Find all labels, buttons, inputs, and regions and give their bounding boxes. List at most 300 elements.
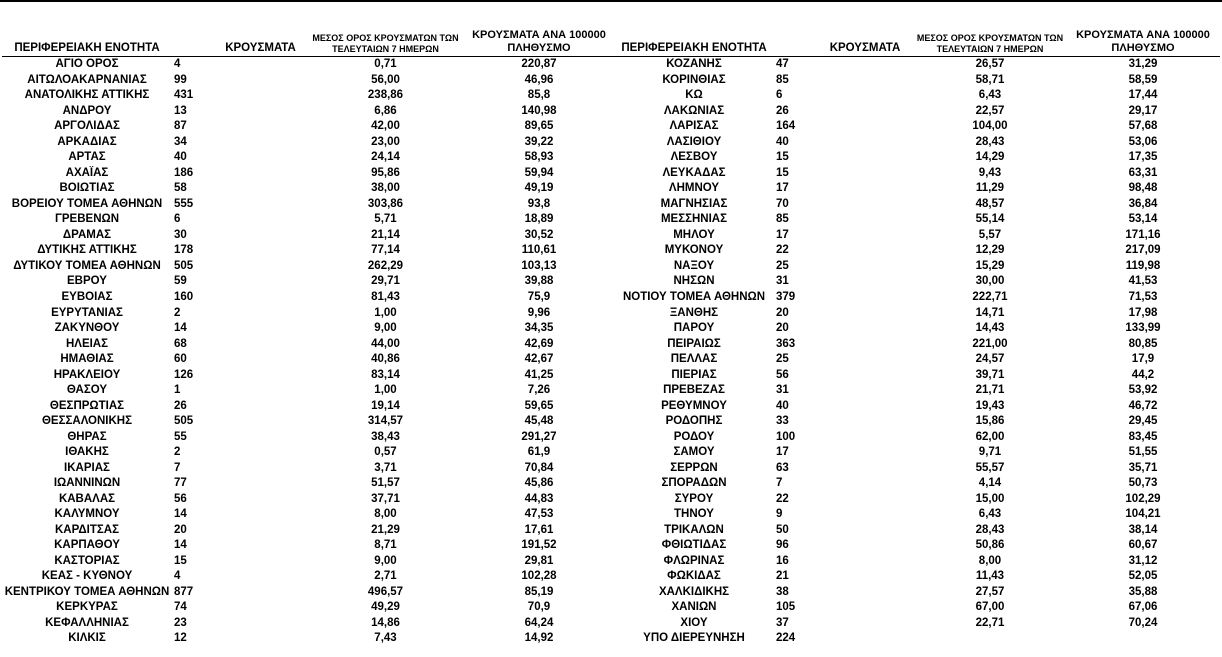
region-name-cell: ΛΑΚΩΝΙΑΣ [663,104,725,117]
cases-cell: 14 [174,322,187,335]
region-name-cell: ΚΟΡΙΝΘΙΑΣ [662,73,726,86]
per100k-cell: 71,53 [1128,290,1158,303]
table-row [614,491,1220,507]
region-name-cell: ΕΒΡΟΥ [67,275,107,288]
cases-cell: 30 [174,228,187,241]
region-name-cell: ΑΝΔΡΟΥ [62,104,112,117]
region-name-cell: ΞΑΝΘΗΣ [669,306,719,319]
per100k-cell: 75,9 [527,290,551,303]
table-row [2,150,616,166]
region-name-cell: ΠΑΡΟΥ [673,322,715,335]
per100k-cell: 102,29 [1125,492,1161,505]
cases-cell: 74 [174,601,187,614]
table-row [2,476,616,492]
per100k-column-header: ΚΡΟΥΣΜΑΤΑ ΑΝΑ 100000 ΠΛΗΘΥΣΜΟ [462,24,616,57]
region-name-cell: ΛΕΣΒΟΥ [670,151,718,164]
per100k-cell: 64,24 [524,616,554,629]
avg7-cell: 27,57 [975,585,1005,598]
per100k-cell: 31,12 [1128,554,1158,567]
table-row [614,243,1220,259]
table-row [614,600,1220,616]
per100k-cell [1066,631,1220,647]
per100k-cell: 80,85 [1128,337,1158,350]
avg7-cell: 81,43 [371,290,400,303]
region-name-cell: ΤΡΙΚΑΛΩΝ [664,523,724,536]
cases-cell: 85 [776,73,789,86]
per100k-cell: 59,94 [524,166,554,179]
region-name-cell: ΠΕΛΛΑΣ [670,353,718,366]
left-header-row [2,24,616,57]
avg7-cell: 38,43 [371,430,400,443]
per100k-cell: 53,06 [1128,135,1158,148]
region-name-cell: ΜΕΣΣΗΝΙΑΣ [660,213,728,226]
per100k-cell: 34,35 [524,322,554,335]
avg7-column-header: ΜΕΣΟΣ ΟΡΟΣ ΚΡΟΥΣΜΑΤΩΝ ΤΩΝ ΤΕΛΕΥΤΑΙΩΝ 7 ΗΜΕΡΩΝ [309,24,462,57]
avg7-cell: 314,57 [367,415,404,428]
region-name-cell: ΜΑΓΝΗΣΙΑΣ [660,197,728,210]
region-name-cell: ΝΗΣΩΝ [673,275,715,288]
cases-cell: 85 [776,213,789,226]
cases-cell: 47 [776,58,789,71]
cases-cell: 31 [776,275,789,288]
avg7-cell: 7,43 [374,632,397,645]
region-name-cell: ΡΟΔΟΠΗΣ [665,415,723,428]
table-row [614,554,1220,570]
per100k-cell: 35,71 [1128,461,1158,474]
per100k-cell: 191,52 [521,539,557,552]
cases-cell: 99 [174,73,187,86]
cases-cell: 15 [174,554,187,567]
cases-cell: 224 [776,632,796,645]
table-row [614,197,1220,213]
avg7-cell: 6,86 [374,104,397,117]
per100k-cell: 17,61 [524,523,554,536]
table-row [2,166,616,182]
avg7-cell: 14,29 [975,151,1005,164]
cases-cell: 77 [174,477,187,490]
cases-cell: 505 [174,259,194,272]
region-name-cell: ΖΑΚΥΝΘΟΥ [54,322,120,335]
table-row [2,631,616,647]
right-header-row [614,24,1220,57]
region-name-cell: ΛΕΥΚΑΔΑΣ [662,166,726,179]
cases-cell: 56 [174,492,187,505]
region-name-cell: ΠΕΙΡΑΙΩΣ [667,337,721,350]
table-row [2,522,616,538]
region-name-cell: ΚΑΣΤΟΡΙΑΣ [54,554,120,567]
avg7-cell: 40,86 [371,353,400,366]
table-row [2,321,616,337]
cases-cell: 2 [174,306,181,319]
cases-cell: 2 [174,446,181,459]
avg7-cell: 77,14 [371,244,400,257]
region-name-cell: ΔΥΤΙΚΗΣ ΑΤΤΙΚΗΣ [37,244,137,257]
table-row [614,569,1220,585]
avg7-cell: 11,29 [975,182,1005,195]
table-row [2,212,616,228]
avg7-cell: 4,14 [978,477,1002,490]
avg7-cell: 5,71 [374,213,397,226]
region-name-cell: ΚΑΒΑΛΑΣ [58,492,116,505]
cases-cell: 15 [776,151,789,164]
region-name-cell: ΥΠΟ ΔΙΕΡΕΥΝΗΣΗ [643,632,745,645]
avg7-cell: 15,29 [975,259,1005,272]
per100k-cell: 35,88 [1128,585,1158,598]
cases-cell: 15 [776,166,789,179]
avg7-cell: 28,43 [975,135,1005,148]
avg7-cell: 14,86 [371,616,400,629]
region-name-cell: ΘΗΡΑΣ [67,430,107,443]
per100k-cell: 50,73 [1128,477,1158,490]
region-name-cell: ΙΚΑΡΙΑΣ [64,461,110,474]
cases-cell: 379 [776,290,796,303]
cases-cell: 13 [174,104,187,117]
avg7-cell: 5,57 [978,228,1002,241]
cases-cell: 58 [174,182,187,195]
avg7-cell: 67,00 [975,601,1005,614]
cases-cell: 56 [776,368,789,381]
region-name-cell: ΔΥΤΙΚΟΥ ΤΟΜΕΑ ΑΘΗΝΩΝ [13,259,161,272]
per100k-cell: 42,67 [524,353,554,366]
per100k-cell: 70,24 [1128,616,1158,629]
avg7-cell: 22,71 [975,616,1005,629]
region-name-cell: ΚΙΛΚΙΣ [68,632,106,645]
per100k-cell: 61,9 [527,446,551,459]
avg7-cell: 23,00 [371,135,400,148]
per100k-cell: 60,67 [1128,539,1158,552]
region-name-cell: ΧΙΟΥ [680,616,708,629]
cases-cell: 25 [776,353,789,366]
per100k-cell: 9,96 [527,306,551,319]
cases-cell: 37 [776,616,789,629]
table-row [2,507,616,523]
table-row [2,538,616,554]
per100k-cell: 17,98 [1128,306,1158,319]
table-row [2,73,616,89]
avg7-cell: 29,71 [371,275,400,288]
region-name-cell: ΣΑΜΟΥ [673,446,715,459]
per100k-cell: 119,98 [1125,259,1161,272]
avg7-cell: 21,71 [975,384,1005,397]
avg7-cell: 30,00 [975,275,1005,288]
per100k-cell: 46,72 [1128,399,1158,412]
per100k-cell: 29,45 [1128,415,1158,428]
cases-cell: 68 [174,337,187,350]
cases-column-header: ΚΡΟΥΣΜΑΤΑ [172,24,309,57]
avg7-cell: 2,71 [374,570,397,583]
region-name-cell: ΦΘΙΩΤΙΔΑΣ [661,539,727,552]
avg7-cell: 19,14 [371,399,400,412]
table-row [2,135,616,151]
per100k-cell: 102,28 [521,570,557,583]
per100k-cell: 45,86 [524,477,554,490]
region-name-cell: ΜΗΛΟΥ [673,228,715,241]
top-rule [0,0,1222,2]
right-data-table [614,24,1220,647]
per100k-cell: 70,9 [527,601,551,614]
avg7-cell: 12,29 [975,244,1005,257]
per100k-cell: 52,05 [1128,570,1158,583]
table-row [2,274,616,290]
region-name-cell: ΣΥΡΟΥ [674,492,714,505]
per100k-cell: 30,52 [524,228,554,241]
per100k-cell: 70,84 [524,461,554,474]
per100k-cell: 63,31 [1128,166,1158,179]
avg7-cell: 9,43 [978,166,1002,179]
per100k-cell: 89,65 [524,120,554,133]
region-name-cell: ΓΡΕΒΕΝΩΝ [54,213,120,226]
region-name-cell: ΧΑΛΚΙΔΙΚΗΣ [658,585,730,598]
region-column-header: ΠΕΡΙΦΕΡΕΙΑΚΗ ΕΝΟΤΗΤΑ [2,24,172,57]
cases-cell: 6 [174,213,181,226]
region-name-cell: ΙΩΑΝΝΙΝΩΝ [53,477,121,490]
region-name-cell: ΚΕΦΑΛΛΗΝΙΑΣ [45,616,129,629]
per100k-cell: 17,9 [1131,353,1155,366]
table-row [2,569,616,585]
cases-cell: 63 [776,461,789,474]
region-name-cell: ΑΡΓΟΛΙΔΑΣ [54,120,120,133]
cases-cell: 55 [174,430,187,443]
avg7-cell: 44,00 [371,337,400,350]
per100k-cell: 217,09 [1125,244,1161,257]
cases-cell: 431 [174,89,194,102]
per100k-cell: 46,96 [524,73,554,86]
per100k-cell: 58,93 [524,151,554,164]
per100k-column-header: ΚΡΟΥΣΜΑΤΑ ΑΝΑ 100000 ΠΛΗΘΥΣΜΟ [1066,24,1220,57]
cases-cell: 4 [174,58,181,71]
per100k-cell: 53,14 [1128,213,1158,226]
per100k-cell: 39,22 [524,135,554,148]
cases-cell: 87 [174,120,187,133]
table-row [2,259,616,275]
table-row [614,321,1220,337]
avg7-cell: 55,57 [975,461,1005,474]
cases-cell: 21 [776,570,789,583]
region-name-cell: ΑΝΑΤΟΛΙΚΗΣ ΑΤΤΙΚΗΣ [24,89,150,102]
table-row [614,429,1220,445]
region-name-cell: ΡΟΔΟΥ [673,430,715,443]
per100k-cell: 53,92 [1128,384,1158,397]
per100k-cell: 133,99 [1125,322,1161,335]
table-row [2,181,616,197]
cases-cell: 50 [776,523,789,536]
region-name-cell: ΑΧΑΪΑΣ [65,166,109,179]
per100k-cell: 41,53 [1128,275,1158,288]
avg7-cell: 9,71 [978,446,1002,459]
per100k-cell: 42,69 [524,337,554,350]
cases-column-header: ΚΡΟΥΣΜΑΤΑ [774,24,914,57]
per100k-cell: 103,13 [521,259,557,272]
per100k-cell: 93,8 [527,197,551,210]
left-data-table [2,24,616,647]
avg7-column-header: ΜΕΣΟΣ ΟΡΟΣ ΚΡΟΥΣΜΑΤΩΝ ΤΩΝ ΤΕΛΕΥΤΑΙΩΝ 7 ΗΜΕΡΩΝ [914,24,1066,57]
table-row [2,88,616,104]
table-row [2,383,616,399]
avg7-cell: 14,71 [975,306,1005,319]
table-row [2,414,616,430]
right-table-body [614,57,1220,647]
table-row [614,476,1220,492]
cases-cell: 70 [776,197,789,210]
cases-cell: 26 [174,399,187,412]
table-row [614,290,1220,306]
region-name-cell: ΠΙΕΡΙΑΣ [671,368,717,381]
cases-cell: 105 [776,601,796,614]
avg7-cell: 8,71 [374,539,397,552]
table-row [614,616,1220,632]
region-name-cell: ΗΡΑΚΛΕΙΟΥ [53,368,121,381]
table-row [2,57,616,73]
table-row [614,445,1220,461]
region-name-cell: ΗΛΕΙΑΣ [65,337,109,350]
avg7-cell: 6,43 [978,508,1002,521]
region-name-cell: ΑΙΤΩΛΟΑΚΑΡΝΑΝΙΑΣ [27,73,147,86]
per100k-cell: 85,8 [527,89,551,102]
per100k-cell: 104,21 [1125,508,1161,521]
table-row [2,616,616,632]
avg7-cell: 95,86 [371,166,400,179]
per100k-cell: 51,55 [1128,446,1158,459]
avg7-cell: 15,86 [975,415,1005,428]
avg7-cell: 104,00 [972,120,1008,133]
cases-cell: 38 [776,585,789,598]
avg7-cell: 14,43 [975,322,1005,335]
per100k-cell: 17,44 [1128,89,1158,102]
region-name-cell: ΚΕΑΣ - ΚΥΘΝΟΥ [41,570,133,583]
region-name-cell: ΑΡΤΑΣ [68,151,106,164]
region-name-cell: ΘΕΣΣΑΛΟΝΙΚΗΣ [41,415,133,428]
per100k-cell: 291,27 [521,430,557,443]
avg7-cell: 49,29 [371,601,400,614]
table-row [2,290,616,306]
cases-cell: 505 [174,415,194,428]
per100k-cell: 41,25 [524,368,554,381]
avg7-cell: 8,00 [374,508,397,521]
avg7-cell: 62,00 [975,430,1005,443]
per100k-cell: 29,81 [524,554,554,567]
avg7-cell: 24,14 [371,151,400,164]
per100k-cell: 7,26 [527,384,551,397]
region-name-cell: ΣΕΡΡΩΝ [670,461,718,474]
per100k-cell: 44,83 [524,492,554,505]
cases-cell: 31 [776,384,789,397]
avg7-cell: 0,71 [374,58,397,71]
region-name-cell: ΛΑΡΙΣΑΣ [669,120,719,133]
cases-cell: 20 [776,306,789,319]
region-name-cell: ΒΟΙΩΤΙΑΣ [59,182,115,195]
avg7-cell: 24,57 [975,353,1005,366]
table-row [614,181,1220,197]
per100k-cell: 47,53 [524,508,554,521]
cases-cell: 96 [776,539,789,552]
table-row [614,166,1220,182]
per100k-cell: 31,29 [1128,58,1158,71]
avg7-cell: 55,14 [975,213,1005,226]
avg7-cell: 0,57 [374,446,397,459]
table-row [614,522,1220,538]
avg7-cell: 8,00 [978,554,1002,567]
avg7-cell [914,631,1066,647]
avg7-cell: 11,43 [975,570,1005,583]
table-row [2,398,616,414]
avg7-cell: 3,71 [374,461,397,474]
table-row [614,212,1220,228]
table-row [614,150,1220,166]
table-row [614,336,1220,352]
cases-cell: 20 [776,322,789,335]
cases-cell: 17 [776,228,789,241]
table-row [2,119,616,135]
avg7-cell: 39,71 [975,368,1005,381]
cases-cell: 7 [776,477,783,490]
per100k-cell: 44,2 [1131,368,1155,381]
avg7-cell: 28,43 [975,523,1005,536]
per100k-cell: 38,14 [1128,523,1158,536]
region-name-cell: ΦΩΚΙΔΑΣ [667,570,721,583]
avg7-cell: 1,00 [374,384,397,397]
per100k-cell: 49,19 [524,182,554,195]
avg7-cell: 19,43 [975,399,1005,412]
region-name-cell: ΕΥΡΥΤΑΝΙΑΣ [51,306,123,319]
cases-cell: 9 [776,508,783,521]
region-name-cell: ΧΑΝΙΩΝ [671,601,717,614]
table-row [614,259,1220,275]
avg7-cell: 21,29 [371,523,400,536]
avg7-cell: 22,57 [975,104,1005,117]
avg7-cell: 50,86 [975,539,1005,552]
table-row [2,352,616,368]
table-row [614,88,1220,104]
per100k-cell: 67,06 [1128,601,1158,614]
table-row [2,491,616,507]
region-name-cell: ΚΕΡΚΥΡΑΣ [56,601,118,614]
table-row [614,507,1220,523]
table-row [2,197,616,213]
per100k-cell: 58,59 [1128,73,1158,86]
cases-cell: 40 [776,399,789,412]
table-row [2,305,616,321]
table-row [2,445,616,461]
avg7-cell: 222,71 [972,290,1008,303]
region-name-cell: ΚΑΛΥΜΝΟΥ [54,508,120,521]
table-row [614,228,1220,244]
region-name-cell: ΝΟΤΙΟΥ ΤΟΜΕΑ ΑΘΗΝΩΝ [622,290,766,303]
region-name-cell: ΛΑΣΙΘΙΟΥ [666,135,722,148]
cases-cell: 33 [776,415,789,428]
avg7-cell: 238,86 [367,89,404,102]
region-name-cell: ΠΡΕΒΕΖΑΣ [663,384,725,397]
region-name-cell: ΘΑΣΟΥ [66,384,108,397]
avg7-cell: 9,00 [374,322,397,335]
table-row [614,274,1220,290]
avg7-cell: 303,86 [367,197,404,210]
table-row [614,383,1220,399]
region-column-header: ΠΕΡΙΦΕΡΕΙΑΚΗ ΕΝΟΤΗΤΑ [614,24,774,57]
per100k-cell: 220,87 [521,58,557,71]
table-row [614,414,1220,430]
cases-cell: 1 [174,384,181,397]
per100k-cell: 17,35 [1128,151,1158,164]
left-table-body [2,57,616,647]
table-row [2,585,616,601]
avg7-cell: 262,29 [367,259,404,272]
table-row [614,135,1220,151]
cases-cell: 40 [776,135,789,148]
table-row [614,305,1220,321]
table-row [2,367,616,383]
table-row [614,104,1220,120]
per100k-cell: 110,61 [521,244,557,257]
